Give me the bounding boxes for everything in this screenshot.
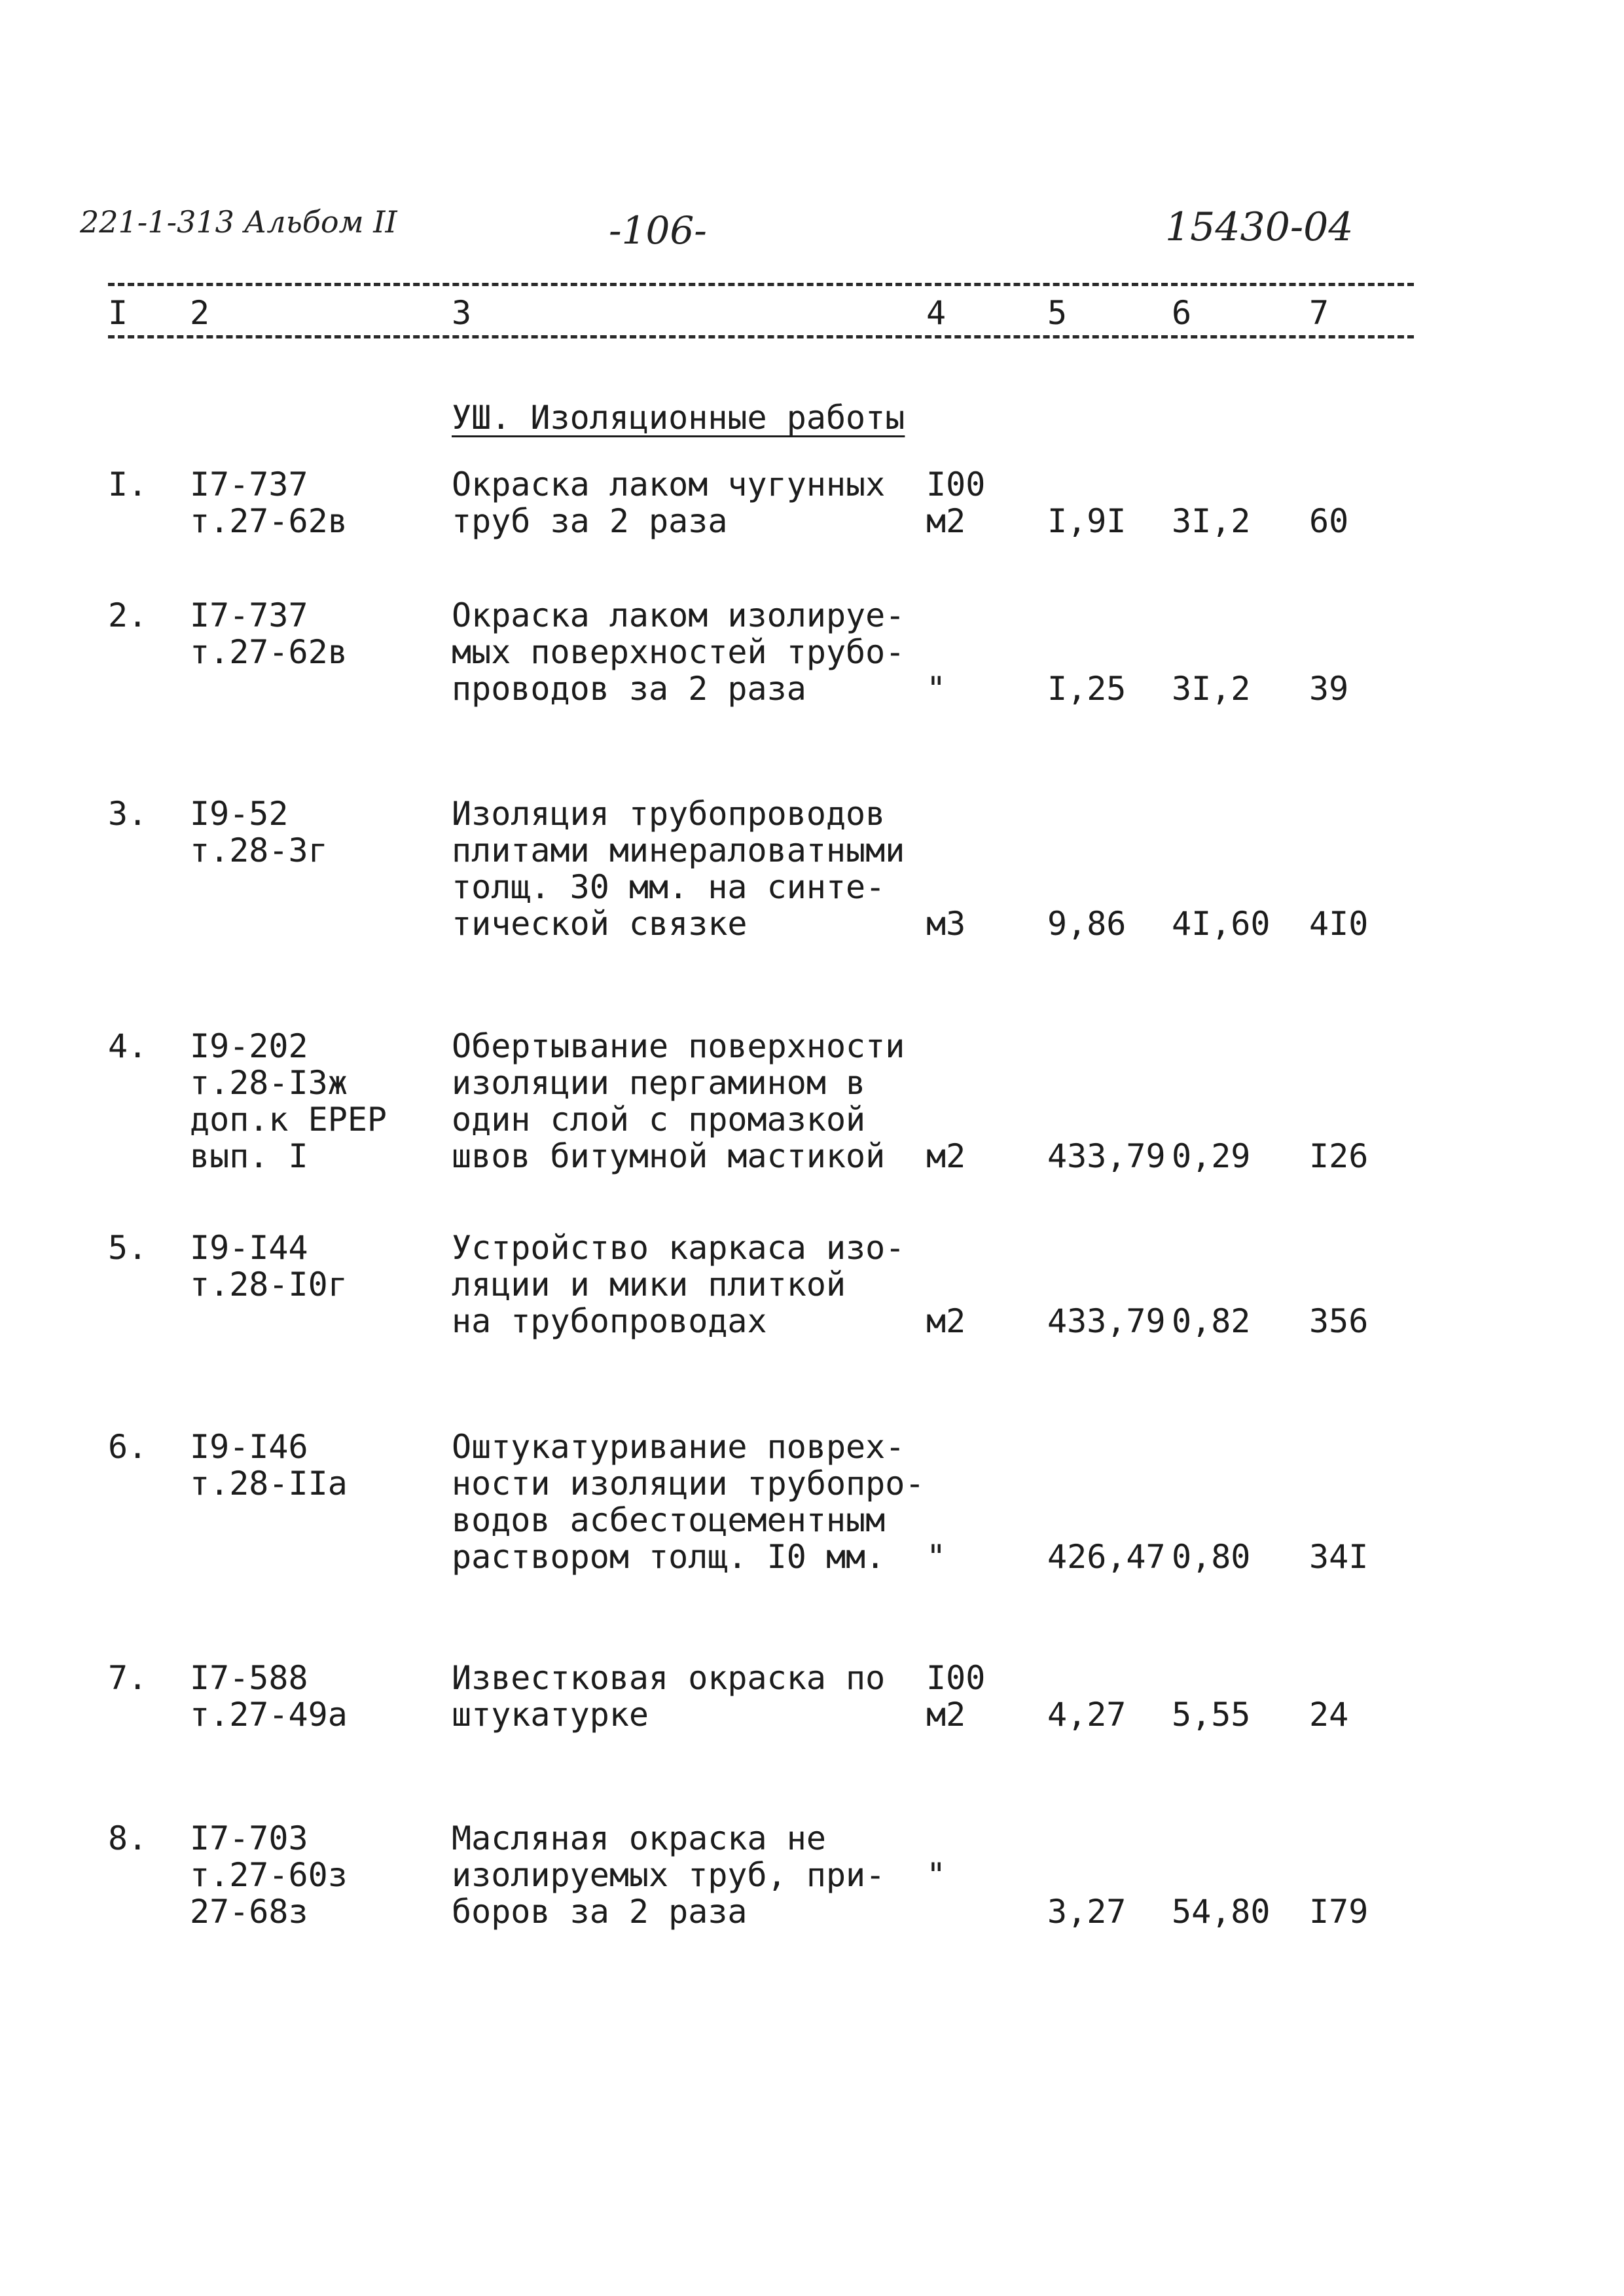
work-description-line: мых поверхностей трубо- bbox=[452, 633, 905, 671]
unit-line bbox=[926, 1230, 965, 1266]
work-description-line: Известковая окраска по bbox=[452, 1659, 886, 1697]
rate-code bbox=[190, 1230, 348, 1303]
unit-line bbox=[926, 597, 946, 634]
column-number-5: 5 bbox=[1047, 294, 1068, 332]
total-cost-value: 60 bbox=[1309, 502, 1349, 540]
total-cost-value: 4I0 bbox=[1309, 905, 1369, 943]
unit-price-value: 4I,60 bbox=[1172, 905, 1271, 943]
work-description bbox=[452, 466, 885, 539]
rate-code bbox=[190, 466, 348, 539]
quantity-value: 4,27 bbox=[1047, 1696, 1127, 1734]
work-description bbox=[452, 597, 905, 707]
unit-line: " bbox=[926, 670, 947, 708]
work-description-line: боров за 2 раза bbox=[452, 1893, 748, 1931]
unit-price-value: 0,29 bbox=[1172, 1137, 1251, 1175]
rate-code-line: I9-202 bbox=[190, 1027, 308, 1065]
unit-of-measure bbox=[926, 1028, 965, 1175]
work-description-line: ляции и мики плиткой bbox=[452, 1266, 846, 1303]
header-rule-top bbox=[108, 283, 1414, 286]
rate-code-line: I9-I46 bbox=[190, 1428, 308, 1466]
work-description-line: плитами минераловатными bbox=[452, 831, 905, 869]
work-description-line: штукатурке bbox=[452, 1696, 649, 1734]
column-number-7: 7 bbox=[1309, 294, 1329, 332]
unit-line bbox=[926, 1502, 946, 1539]
unit-line: м2 bbox=[926, 1137, 966, 1175]
work-description bbox=[452, 1028, 905, 1175]
rate-code-line: т.27-49а bbox=[190, 1696, 348, 1734]
quantity-value: 9,86 bbox=[1047, 905, 1127, 943]
unit-line: м3 bbox=[926, 905, 966, 943]
unit-of-measure bbox=[926, 1820, 946, 1930]
unit-line: м2 bbox=[926, 1302, 966, 1340]
page-number: -106- bbox=[609, 208, 707, 253]
work-description-line: Изоляция трубопроводов bbox=[452, 795, 886, 833]
rate-code-line: т.27-62в bbox=[190, 502, 348, 540]
unit-line bbox=[926, 1065, 965, 1101]
unit-line: м2 bbox=[926, 502, 966, 540]
unit-of-measure bbox=[926, 597, 946, 707]
section-title: УШ. Изоляционные работы bbox=[452, 399, 905, 437]
rate-code-line: т.27-60з bbox=[190, 1856, 348, 1894]
unit-line bbox=[926, 1820, 946, 1857]
column-number-6: 6 bbox=[1172, 294, 1192, 332]
unit-of-measure bbox=[926, 1660, 985, 1733]
column-number-4: 4 bbox=[926, 294, 947, 332]
work-description-line: водов асбестоцементным bbox=[452, 1501, 886, 1539]
work-description-line: Устройство каркаса изо- bbox=[452, 1229, 905, 1267]
rate-code bbox=[190, 1660, 348, 1733]
unit-line: " bbox=[926, 1538, 947, 1576]
unit-line bbox=[926, 1266, 965, 1303]
rate-code bbox=[190, 1028, 387, 1175]
work-description-line: Масляная окраска не bbox=[452, 1819, 826, 1857]
column-number-2: 2 bbox=[190, 294, 210, 332]
work-description-line: Окраска лаком чугунных bbox=[452, 465, 886, 503]
work-description-line: изолируемых труб, при- bbox=[452, 1856, 886, 1894]
row-number: 8. bbox=[108, 1819, 148, 1857]
work-description-line: труб за 2 раза bbox=[452, 502, 728, 540]
total-cost-value: I26 bbox=[1309, 1137, 1369, 1175]
work-description bbox=[452, 1230, 905, 1339]
unit-line bbox=[926, 832, 965, 869]
unit-price-value: 5,55 bbox=[1172, 1696, 1251, 1734]
row-number: 3. bbox=[108, 795, 148, 833]
rate-code-line: т.28-IIа bbox=[190, 1465, 348, 1503]
quantity-value: 426,47 bbox=[1047, 1538, 1166, 1576]
unit-line: I00 bbox=[926, 465, 986, 503]
row-number: 7. bbox=[108, 1659, 148, 1697]
work-description-line: Оштукатуривание поврех- bbox=[452, 1428, 905, 1466]
rate-code bbox=[190, 1820, 348, 1930]
row-number: 2. bbox=[108, 596, 148, 634]
total-cost-value: I79 bbox=[1309, 1893, 1369, 1931]
work-description-line: изоляции пергамином в bbox=[452, 1064, 866, 1102]
unit-price-value: 54,80 bbox=[1172, 1893, 1271, 1931]
unit-of-measure bbox=[926, 1429, 946, 1575]
rate-code-line: I9-I44 bbox=[190, 1229, 308, 1267]
unit-line bbox=[926, 1893, 946, 1930]
rate-code bbox=[190, 1429, 348, 1502]
unit-of-measure bbox=[926, 466, 985, 539]
rate-code-line: I7-737 bbox=[190, 596, 308, 634]
unit-line bbox=[926, 1101, 965, 1138]
header-rule-bottom bbox=[108, 335, 1414, 338]
unit-line bbox=[926, 795, 965, 832]
unit-price-value: 3I,2 bbox=[1172, 502, 1251, 540]
rate-code-line: доп.к ЕРЕР bbox=[190, 1101, 388, 1139]
rate-code-line: I7-703 bbox=[190, 1819, 308, 1857]
quantity-value: 3,27 bbox=[1047, 1893, 1127, 1931]
unit-line bbox=[926, 1429, 946, 1465]
unit-line: " bbox=[926, 1856, 947, 1894]
row-number: 4. bbox=[108, 1027, 148, 1065]
quantity-value: I,9I bbox=[1047, 502, 1127, 540]
rate-code-line: I9-52 bbox=[190, 795, 289, 833]
unit-line bbox=[926, 869, 965, 905]
row-number: 5. bbox=[108, 1229, 148, 1267]
work-description-line: Окраска лаком изолируе- bbox=[452, 596, 905, 634]
row-number: 6. bbox=[108, 1428, 148, 1466]
rate-code-line: т.28-3г bbox=[190, 831, 328, 869]
quantity-value: 433,79 bbox=[1047, 1302, 1166, 1340]
work-description bbox=[452, 1429, 924, 1575]
work-description bbox=[452, 1660, 885, 1733]
rate-code-line: т.27-62в bbox=[190, 633, 348, 671]
unit-price-value: 0,80 bbox=[1172, 1538, 1251, 1576]
work-description-line: Обертывание поверхности bbox=[452, 1027, 905, 1065]
unit-price-value: 3I,2 bbox=[1172, 670, 1251, 708]
rate-code-line: I7-737 bbox=[190, 465, 308, 503]
rate-code bbox=[190, 795, 328, 869]
unit-line bbox=[926, 1465, 946, 1502]
total-cost-value: 24 bbox=[1309, 1696, 1349, 1734]
unit-price-value: 0,82 bbox=[1172, 1302, 1251, 1340]
work-description bbox=[452, 1820, 885, 1930]
work-description-line: тической связке bbox=[452, 905, 748, 943]
total-cost-value: 34I bbox=[1309, 1538, 1369, 1576]
work-description-line: один слой с промазкой bbox=[452, 1101, 866, 1139]
unit-line: м2 bbox=[926, 1696, 966, 1734]
document-code: 15430-04 bbox=[1165, 204, 1354, 250]
unit-of-measure bbox=[926, 1230, 965, 1339]
row-number: I. bbox=[108, 465, 148, 503]
work-description-line: на трубопроводах bbox=[452, 1302, 767, 1340]
unit-of-measure bbox=[926, 795, 965, 942]
quantity-value: 433,79 bbox=[1047, 1137, 1166, 1175]
rate-code-line: I7-588 bbox=[190, 1659, 308, 1697]
unit-line: I00 bbox=[926, 1659, 986, 1697]
quantity-value: I,25 bbox=[1047, 670, 1127, 708]
work-description bbox=[452, 795, 905, 942]
column-number-3: 3 bbox=[452, 294, 472, 332]
total-cost-value: 356 bbox=[1309, 1302, 1369, 1340]
work-description-line: проводов за 2 раза bbox=[452, 670, 806, 708]
rate-code-line: т.28-I0г bbox=[190, 1266, 348, 1303]
work-description-line: толщ. 30 мм. на синте- bbox=[452, 868, 886, 906]
unit-line bbox=[926, 634, 946, 670]
work-description-line: ности изоляции трубопро- bbox=[452, 1465, 925, 1503]
rate-code-line: т.28-I3ж bbox=[190, 1064, 348, 1102]
album-reference: 221-1-313 Альбом II bbox=[80, 204, 397, 240]
work-description-line: швов битумной мастикой bbox=[452, 1137, 886, 1175]
rate-code bbox=[190, 597, 348, 670]
total-cost-value: 39 bbox=[1309, 670, 1349, 708]
rate-code-line: вып. I bbox=[190, 1137, 308, 1175]
unit-line bbox=[926, 1028, 965, 1065]
rate-code-line: 27-68з bbox=[190, 1893, 308, 1931]
column-number-1: I bbox=[108, 294, 128, 332]
work-description-line: раствором толщ. I0 мм. bbox=[452, 1538, 886, 1576]
